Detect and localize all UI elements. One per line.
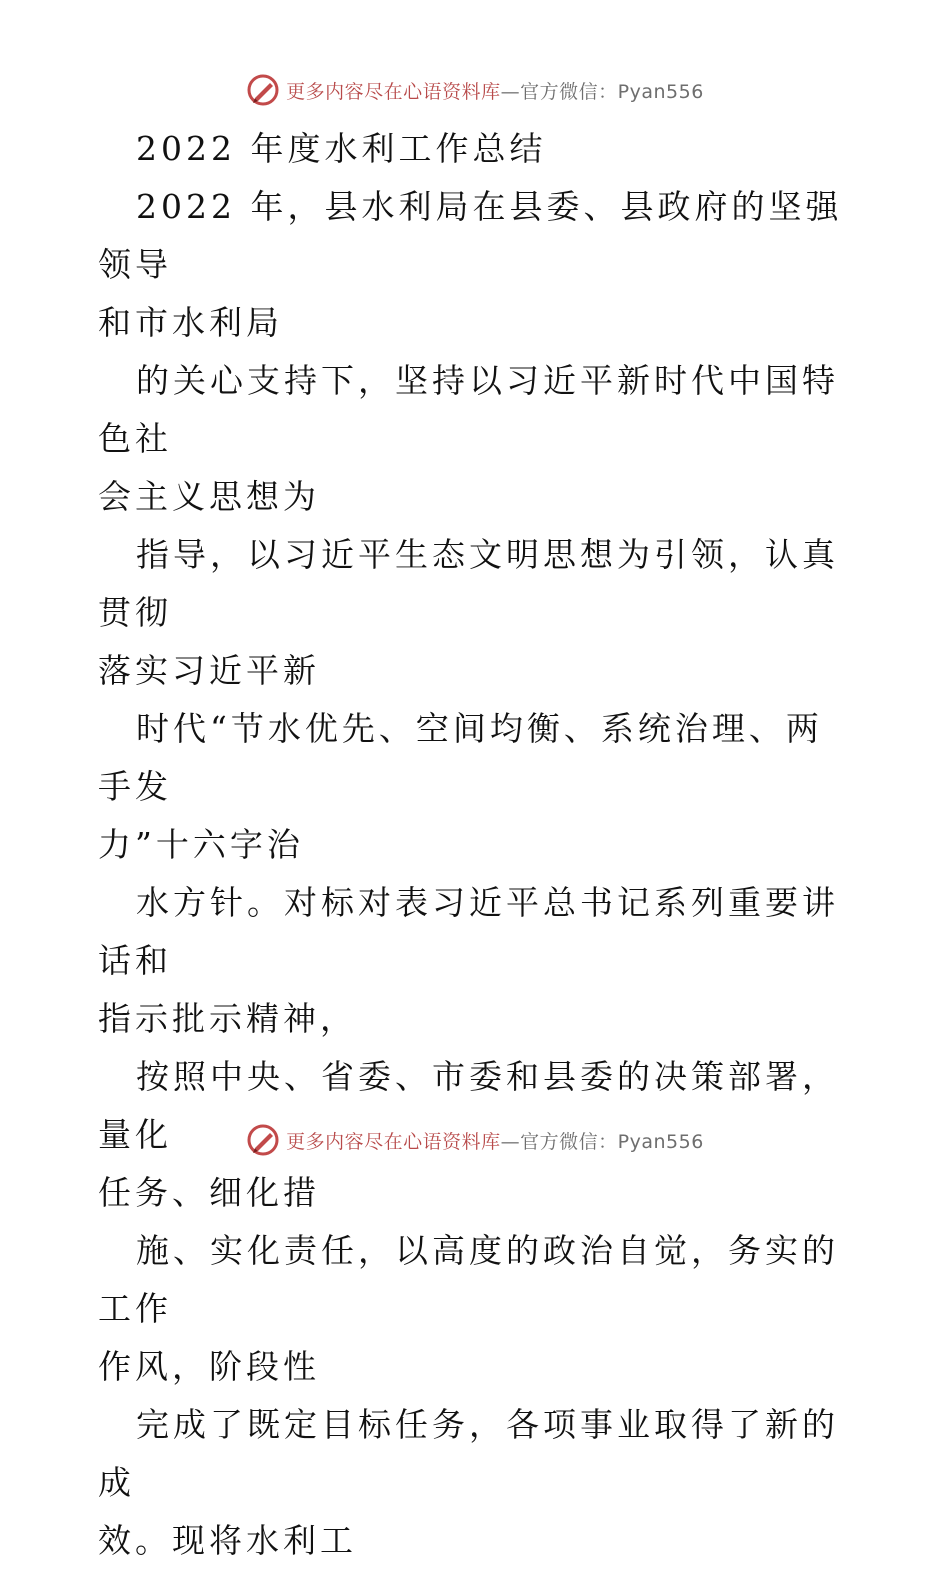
banner-separator: —	[500, 1130, 521, 1153]
banner-contact: 官方微信：Pyan556	[520, 1130, 704, 1153]
text-line: 会主义思想为	[98, 477, 320, 516]
pen-logo-icon	[246, 73, 280, 107]
text-line: 作风，阶段性	[98, 1347, 320, 1386]
text-line: 和市水利局	[98, 303, 283, 342]
text-line: 2022 年，县水利局在县委、县政府的坚强领导	[98, 187, 843, 284]
text-line: 指示批示精神，	[98, 999, 357, 1038]
text-line: 落实习近平新	[98, 651, 320, 690]
text-line: 指导，以习近平生态文明思想为引领，认真贯彻	[98, 535, 839, 632]
pen-logo-icon	[246, 1123, 280, 1157]
text-line: 施、实化责任，以高度的政治自觉，务实的工作	[98, 1231, 839, 1328]
banner-separator: —	[500, 80, 521, 103]
text-line: 效。现将水利工	[98, 1521, 357, 1560]
text-line: 的关心支持下，坚持以习近平新时代中国特色社	[98, 361, 839, 458]
banner-text	[286, 1127, 704, 1154]
footer-banner	[0, 1120, 950, 1160]
banner-promo: 更多内容尽在心语资料库	[286, 1130, 501, 1153]
text-line: 水方针。对标对表习近平总书记系列重要讲话和	[98, 883, 839, 980]
text-line: 力”十六字治	[98, 825, 304, 864]
header-banner	[0, 70, 950, 110]
banner-promo: 更多内容尽在心语资料库	[286, 80, 501, 103]
text-line: 按照中央、省委、市委和县委的决策部署，量化	[98, 1057, 839, 1154]
text-line: 任务、细化措	[98, 1173, 320, 1212]
banner-contact: 官方微信：Pyan556	[520, 80, 704, 103]
text-line: 完成了既定目标任务，各项事业取得了新的成	[98, 1405, 839, 1502]
document-title: 2022 年度水利工作总结	[136, 129, 547, 168]
document-body	[98, 120, 858, 1570]
text-line: 时代“节水优先、空间均衡、系统治理、两手发	[98, 709, 823, 806]
banner-text	[286, 77, 704, 104]
